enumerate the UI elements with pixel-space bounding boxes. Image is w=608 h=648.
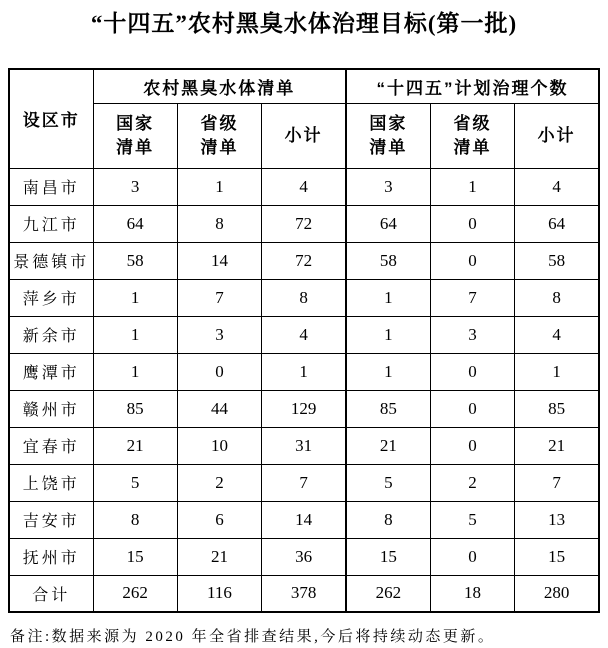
value-cell: 8	[346, 501, 430, 538]
value-cell: 7	[430, 279, 514, 316]
value-cell: 1	[346, 353, 430, 390]
city-cell: 南昌市	[9, 168, 93, 205]
value-cell: 1	[93, 316, 177, 353]
city-cell: 合计	[9, 575, 93, 612]
city-cell: 吉安市	[9, 501, 93, 538]
corner-header-cell: 设区市	[9, 69, 93, 168]
value-cell: 58	[515, 242, 599, 279]
table-body	[9, 168, 599, 612]
value-cell: 85	[93, 390, 177, 427]
col-header-line: 省级	[453, 113, 492, 133]
value-cell: 13	[515, 501, 599, 538]
value-cell: 5	[93, 464, 177, 501]
value-cell: 0	[177, 353, 261, 390]
value-cell: 4	[262, 316, 346, 353]
col-header-line: 小计	[537, 125, 576, 145]
value-cell: 0	[430, 205, 514, 242]
city-cell: 上饶市	[9, 464, 93, 501]
value-cell: 262	[93, 575, 177, 612]
col-header-subtotal-2	[515, 103, 599, 168]
value-cell: 7	[177, 279, 261, 316]
value-cell: 6	[177, 501, 261, 538]
value-cell: 8	[93, 501, 177, 538]
value-cell: 0	[430, 427, 514, 464]
value-cell: 280	[515, 575, 599, 612]
value-cell: 7	[515, 464, 599, 501]
value-cell: 0	[430, 538, 514, 575]
value-cell: 58	[93, 242, 177, 279]
value-cell: 58	[346, 242, 430, 279]
table-row	[9, 427, 599, 464]
col-header-line: 省级	[200, 113, 239, 133]
value-cell: 85	[346, 390, 430, 427]
table-row	[9, 501, 599, 538]
col-header-provincial-1	[177, 103, 261, 168]
value-cell: 64	[93, 205, 177, 242]
value-cell: 85	[515, 390, 599, 427]
value-cell: 1	[346, 279, 430, 316]
value-cell: 1	[515, 353, 599, 390]
col-header-line: 国家	[116, 113, 155, 133]
city-cell: 景德镇市	[9, 242, 93, 279]
col-header-line: 小计	[284, 125, 323, 145]
value-cell: 2	[177, 464, 261, 501]
value-cell: 21	[515, 427, 599, 464]
value-cell: 8	[177, 205, 261, 242]
value-cell: 21	[177, 538, 261, 575]
value-cell: 8	[515, 279, 599, 316]
group-header-row	[9, 69, 599, 103]
table-row	[9, 205, 599, 242]
col-header-line: 清单	[116, 137, 155, 157]
value-cell: 21	[93, 427, 177, 464]
value-cell: 2	[430, 464, 514, 501]
table-header	[9, 69, 599, 168]
value-cell: 1	[93, 353, 177, 390]
col-header-national-2	[346, 103, 430, 168]
value-cell: 4	[515, 316, 599, 353]
city-cell: 萍乡市	[9, 279, 93, 316]
city-cell: 鹰潭市	[9, 353, 93, 390]
value-cell: 15	[515, 538, 599, 575]
value-cell: 31	[262, 427, 346, 464]
value-cell: 7	[262, 464, 346, 501]
page-title: “十四五”农村黑臭水体治理目标(第一批)	[90, 11, 518, 36]
value-cell: 14	[262, 501, 346, 538]
value-cell: 1	[93, 279, 177, 316]
col-header-line: 国家	[369, 113, 408, 133]
value-cell: 21	[346, 427, 430, 464]
value-cell: 64	[515, 205, 599, 242]
targets-table	[8, 68, 600, 613]
value-cell: 3	[177, 316, 261, 353]
total-row	[9, 575, 599, 612]
col-header-national-1	[93, 103, 177, 168]
city-cell: 赣州市	[9, 390, 93, 427]
value-cell: 0	[430, 242, 514, 279]
value-cell: 3	[430, 316, 514, 353]
value-cell: 129	[262, 390, 346, 427]
group2-header-cell: “十四五”计划治理个数	[346, 69, 599, 103]
table-row	[9, 242, 599, 279]
value-cell: 1	[430, 168, 514, 205]
table-row	[9, 390, 599, 427]
col-header-subtotal-1	[262, 103, 346, 168]
city-cell: 宜春市	[9, 427, 93, 464]
sub-header-row	[9, 103, 599, 168]
city-cell: 抚州市	[9, 538, 93, 575]
value-cell: 5	[346, 464, 430, 501]
value-cell: 3	[346, 168, 430, 205]
value-cell: 18	[430, 575, 514, 612]
value-cell: 10	[177, 427, 261, 464]
table-row	[9, 353, 599, 390]
value-cell: 3	[93, 168, 177, 205]
col-header-provincial-2	[430, 103, 514, 168]
city-cell: 九江市	[9, 205, 93, 242]
col-header-line: 清单	[369, 137, 408, 157]
value-cell: 262	[346, 575, 430, 612]
table-row	[9, 316, 599, 353]
value-cell: 36	[262, 538, 346, 575]
value-cell: 8	[262, 279, 346, 316]
col-header-line: 清单	[200, 137, 239, 157]
value-cell: 378	[262, 575, 346, 612]
value-cell: 4	[262, 168, 346, 205]
value-cell: 4	[515, 168, 599, 205]
table-row	[9, 279, 599, 316]
value-cell: 1	[346, 316, 430, 353]
value-cell: 0	[430, 390, 514, 427]
value-cell: 5	[430, 501, 514, 538]
value-cell: 15	[93, 538, 177, 575]
value-cell: 15	[346, 538, 430, 575]
value-cell: 116	[177, 575, 261, 612]
col-header-line: 清单	[453, 137, 492, 157]
value-cell: 44	[177, 390, 261, 427]
table-row	[9, 538, 599, 575]
value-cell: 0	[430, 353, 514, 390]
value-cell: 1	[262, 353, 346, 390]
table-row	[9, 464, 599, 501]
value-cell: 64	[346, 205, 430, 242]
value-cell: 1	[177, 168, 261, 205]
value-cell: 14	[177, 242, 261, 279]
group1-header-cell: 农村黑臭水体清单	[93, 69, 346, 103]
value-cell: 72	[262, 205, 346, 242]
city-cell: 新余市	[9, 316, 93, 353]
table-row	[9, 168, 599, 205]
value-cell: 72	[262, 242, 346, 279]
footnote: 备注:数据来源为 2020 年全省排查结果,今后将持续动态更新。	[10, 629, 496, 645]
